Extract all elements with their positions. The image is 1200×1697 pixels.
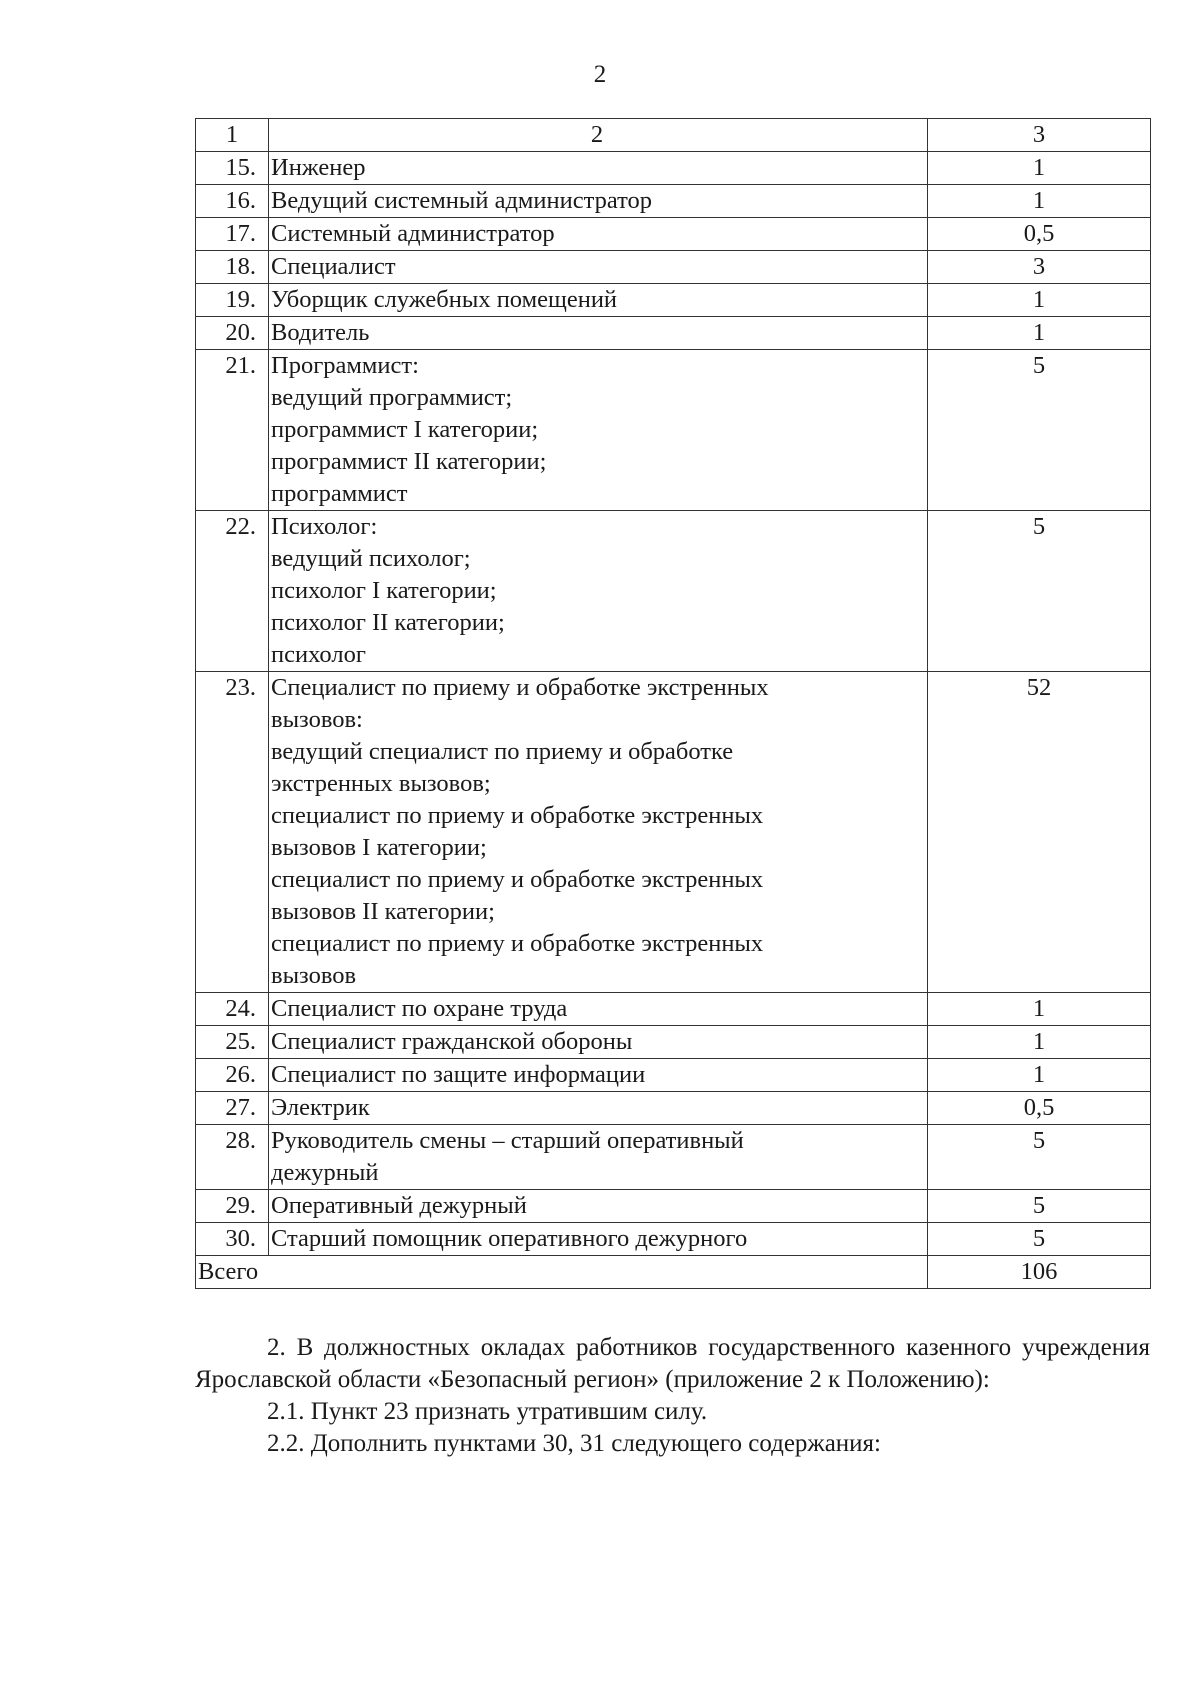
- position-name-line: дежурный: [271, 1159, 379, 1186]
- position-name-line: ведущий специалист по приему и обработке: [271, 738, 734, 765]
- position-name: [269, 1092, 928, 1125]
- row-number: 25.: [196, 1026, 269, 1059]
- position-name: [269, 1223, 928, 1256]
- table-row: [196, 1190, 1151, 1223]
- position-name-line: программист II категории;: [271, 448, 547, 475]
- position-name-line: Психолог:: [271, 513, 378, 540]
- row-number: 23.: [196, 672, 269, 993]
- row-number: 21.: [196, 350, 269, 511]
- row-number: 20.: [196, 317, 269, 350]
- staff-count: 1: [928, 1059, 1151, 1092]
- position-name-line: ведущий программист;: [271, 384, 513, 411]
- position-name-line: вызовов I категории;: [271, 834, 487, 861]
- staff-count: 1: [928, 284, 1151, 317]
- position-name-line: Специалист: [271, 253, 396, 280]
- position-name-line: вызовов: [271, 962, 357, 989]
- staff-count: 1: [928, 152, 1151, 185]
- staff-count: 3: [928, 251, 1151, 284]
- position-name: [269, 993, 928, 1026]
- paragraph-2: 2. В должностных окладах работников государственного казенного учреждения Ярославской области «Безопасный регион» (приложение 2 к Положению):: [195, 1334, 1150, 1393]
- staff-table: [195, 118, 1151, 1289]
- row-number: 17.: [196, 218, 269, 251]
- total-label: Всего: [196, 1256, 928, 1289]
- position-name-line: психолог: [271, 641, 366, 668]
- staff-count: 5: [928, 350, 1151, 511]
- staff-count: 1: [928, 317, 1151, 350]
- position-name-line: вызовов II категории;: [271, 898, 495, 925]
- table-row: [196, 672, 1151, 993]
- staff-count: 52: [928, 672, 1151, 993]
- position-name-line: Оперативный дежурный: [271, 1192, 527, 1219]
- position-name-line: специалист по приему и обработке экстренных: [271, 802, 764, 829]
- staff-count: 5: [928, 1223, 1151, 1256]
- table-row: [196, 1026, 1151, 1059]
- position-name: [269, 152, 928, 185]
- position-name-line: Ведущий системный администратор: [271, 187, 653, 214]
- position-name-line: Специалист по приему и обработке экстренных: [271, 674, 769, 701]
- header-col-2: 2: [269, 119, 928, 152]
- header-col-3: 3: [928, 119, 1151, 152]
- table-row: [196, 511, 1151, 672]
- position-name-line: Инженер: [271, 154, 366, 181]
- position-name-line: Программист:: [271, 352, 419, 379]
- table-row: [196, 284, 1151, 317]
- position-name: [269, 1190, 928, 1223]
- table-row: [196, 185, 1151, 218]
- row-number: 27.: [196, 1092, 269, 1125]
- row-number: 19.: [196, 284, 269, 317]
- staff-count: 0,5: [928, 218, 1151, 251]
- row-number: 26.: [196, 1059, 269, 1092]
- position-name-line: Специалист по защите информации: [271, 1061, 646, 1088]
- position-name-line: специалист по приему и обработке экстренных: [271, 866, 764, 893]
- position-name: [269, 1059, 928, 1092]
- header-col-1: 1: [196, 119, 269, 152]
- staff-count: 1: [928, 993, 1151, 1026]
- table-row: [196, 218, 1151, 251]
- row-number: 18.: [196, 251, 269, 284]
- position-name-line: Электрик: [271, 1094, 370, 1121]
- position-name-line: Уборщик служебных помещений: [271, 286, 618, 313]
- staff-count: 1: [928, 185, 1151, 218]
- row-number: 29.: [196, 1190, 269, 1223]
- position-name: [269, 284, 928, 317]
- position-name-line: Специалист по охране труда: [271, 995, 568, 1022]
- table-row: [196, 1059, 1151, 1092]
- table-row: [196, 1092, 1151, 1125]
- table-row: [196, 1125, 1151, 1190]
- table-row: [196, 993, 1151, 1026]
- staff-count: 5: [928, 1190, 1151, 1223]
- paragraph-2-1: 2.1. Пункт 23 признать утратившим силу.: [267, 1398, 708, 1425]
- table-row: [196, 317, 1151, 350]
- position-name: [269, 1026, 928, 1059]
- row-number: 15.: [196, 152, 269, 185]
- page-number: 2: [593, 61, 607, 88]
- position-name-line: Руководитель смены – старший оперативный: [271, 1127, 744, 1154]
- position-name-line: специалист по приему и обработке экстренных: [271, 930, 764, 957]
- table-row: [196, 152, 1151, 185]
- staff-count: 5: [928, 511, 1151, 672]
- row-number: 28.: [196, 1125, 269, 1190]
- position-name: [269, 350, 928, 511]
- position-name-line: программист: [271, 480, 408, 507]
- position-name-line: Системный администратор: [271, 220, 555, 247]
- position-name-line: ведущий психолог;: [271, 545, 471, 572]
- table-row: [196, 350, 1151, 511]
- total-count: 106: [928, 1256, 1151, 1289]
- position-name: [269, 511, 928, 672]
- position-name-line: программист I категории;: [271, 416, 539, 443]
- table-row: [196, 1223, 1151, 1256]
- staff-count: 5: [928, 1125, 1151, 1190]
- total-row: [196, 1256, 1151, 1289]
- staff-count: 1: [928, 1026, 1151, 1059]
- position-name-line: вызовов:: [271, 706, 363, 733]
- amendment-text: [195, 1332, 1150, 1460]
- position-name: [269, 251, 928, 284]
- row-number: 22.: [196, 511, 269, 672]
- position-name: [269, 672, 928, 993]
- position-name-line: Специалист гражданской обороны: [271, 1028, 633, 1055]
- table-row: [196, 251, 1151, 284]
- position-name-line: Водитель: [271, 319, 370, 346]
- position-name-line: Старший помощник оперативного дежурного: [271, 1225, 748, 1252]
- row-number: 24.: [196, 993, 269, 1026]
- position-name-line: экстренных вызовов;: [271, 770, 491, 797]
- position-name-line: психолог I категории;: [271, 577, 497, 604]
- position-name: [269, 317, 928, 350]
- row-number: 16.: [196, 185, 269, 218]
- staff-count: 0,5: [928, 1092, 1151, 1125]
- position-name-line: психолог II категории;: [271, 609, 505, 636]
- position-name: [269, 218, 928, 251]
- table-header-row: [196, 119, 1151, 152]
- position-name: [269, 185, 928, 218]
- row-number: 30.: [196, 1223, 269, 1256]
- paragraph-2-2: 2.2. Дополнить пунктами 30, 31 следующего содержания:: [267, 1430, 881, 1457]
- position-name: [269, 1125, 928, 1190]
